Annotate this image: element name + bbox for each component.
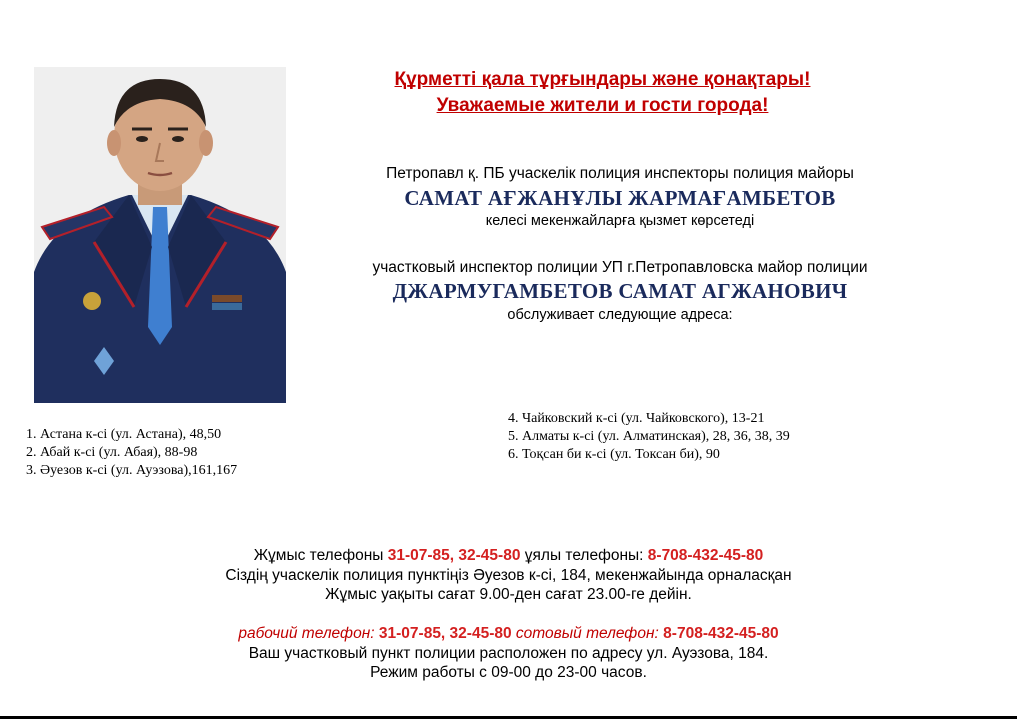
kz-hours: Жұмыс уақыты сағат 9.00-ден сағат 23.00-ге дейін. (325, 586, 692, 603)
address-item: 2. Абай к-сі (ул. Абая), 88-98 (26, 445, 198, 460)
address-list-left (26, 426, 237, 480)
headline-ru: Уважаемые жители и гости города! (436, 95, 769, 116)
ru-work-phone-label: рабочий телефон: (238, 625, 379, 642)
ru-officer-subtitle: обслуживает следующие адреса: (507, 307, 733, 323)
kz-work-phone-label: Жұмыс телефоны (253, 547, 388, 564)
address-item: 5. Алматы к-сі (ул. Алматинская), 28, 36, 38, 39 (508, 429, 790, 444)
address-item: 6. Тоқсан би к-сі (ул. Токсан би), 90 (508, 447, 720, 462)
kz-officer-name: САМАТ АҒЖАНҰЛЫ ЖАРМАҒАМБЕТОВ (404, 186, 836, 210)
ru-mobile-phone: 8-708-432-45-80 (663, 625, 779, 642)
ru-location: Ваш участковый пункт полиции расположен по адресу ул. Ауэзова, 184. (248, 645, 769, 662)
address-item: 1. Астана к-сі (ул. Астана), 48,50 (26, 427, 222, 442)
ru-mobile-label: сотовый телефон: (511, 625, 664, 642)
officer-portrait (34, 67, 286, 403)
address-list-right (508, 410, 790, 464)
kz-mobile-label: ұялы телефоны: (520, 547, 648, 564)
ru-officer-title: участковый инспектор полиции УП г.Петропавловска майор полиции (372, 259, 868, 276)
ru-officer-name: ДЖАРМУГАМБЕТОВ САМАТ АГЖАНОВИЧ (392, 279, 848, 303)
kz-location: Сіздің учаскелік полиция пунктіңіз Әуезов к-сі, 184, мекенжайында орналасқан (225, 567, 792, 584)
address-item: 3. Әуезов к-сі (ул. Ауэзова),161,167 (26, 463, 238, 478)
kz-phone-line (0, 546, 1017, 565)
address-item: 4. Чайковский к-сі (ул. Чайковского), 13-21 (508, 411, 765, 426)
ru-work-phone: 31-07-85, 32-45-80 (378, 625, 512, 642)
kz-work-phone: 31-07-85, 32-45-80 (387, 547, 521, 564)
kz-officer-title: Петропавл қ. ПБ учаскелік полиция инспекторы полиция майоры (386, 165, 854, 182)
kz-officer-subtitle: келесі мекенжайларға қызмет көрсетеді (485, 213, 755, 229)
bottom-divider (0, 716, 1017, 719)
ru-phone-line (0, 624, 1017, 643)
headline-kz: Құрметті қала тұрғындары және қонақтары! (394, 69, 811, 90)
ru-hours: Режим работы с 09-00 до 23-00 часов. (370, 664, 647, 681)
kz-mobile-phone: 8-708-432-45-80 (647, 547, 764, 564)
officer-portrait-illustration (34, 67, 286, 403)
